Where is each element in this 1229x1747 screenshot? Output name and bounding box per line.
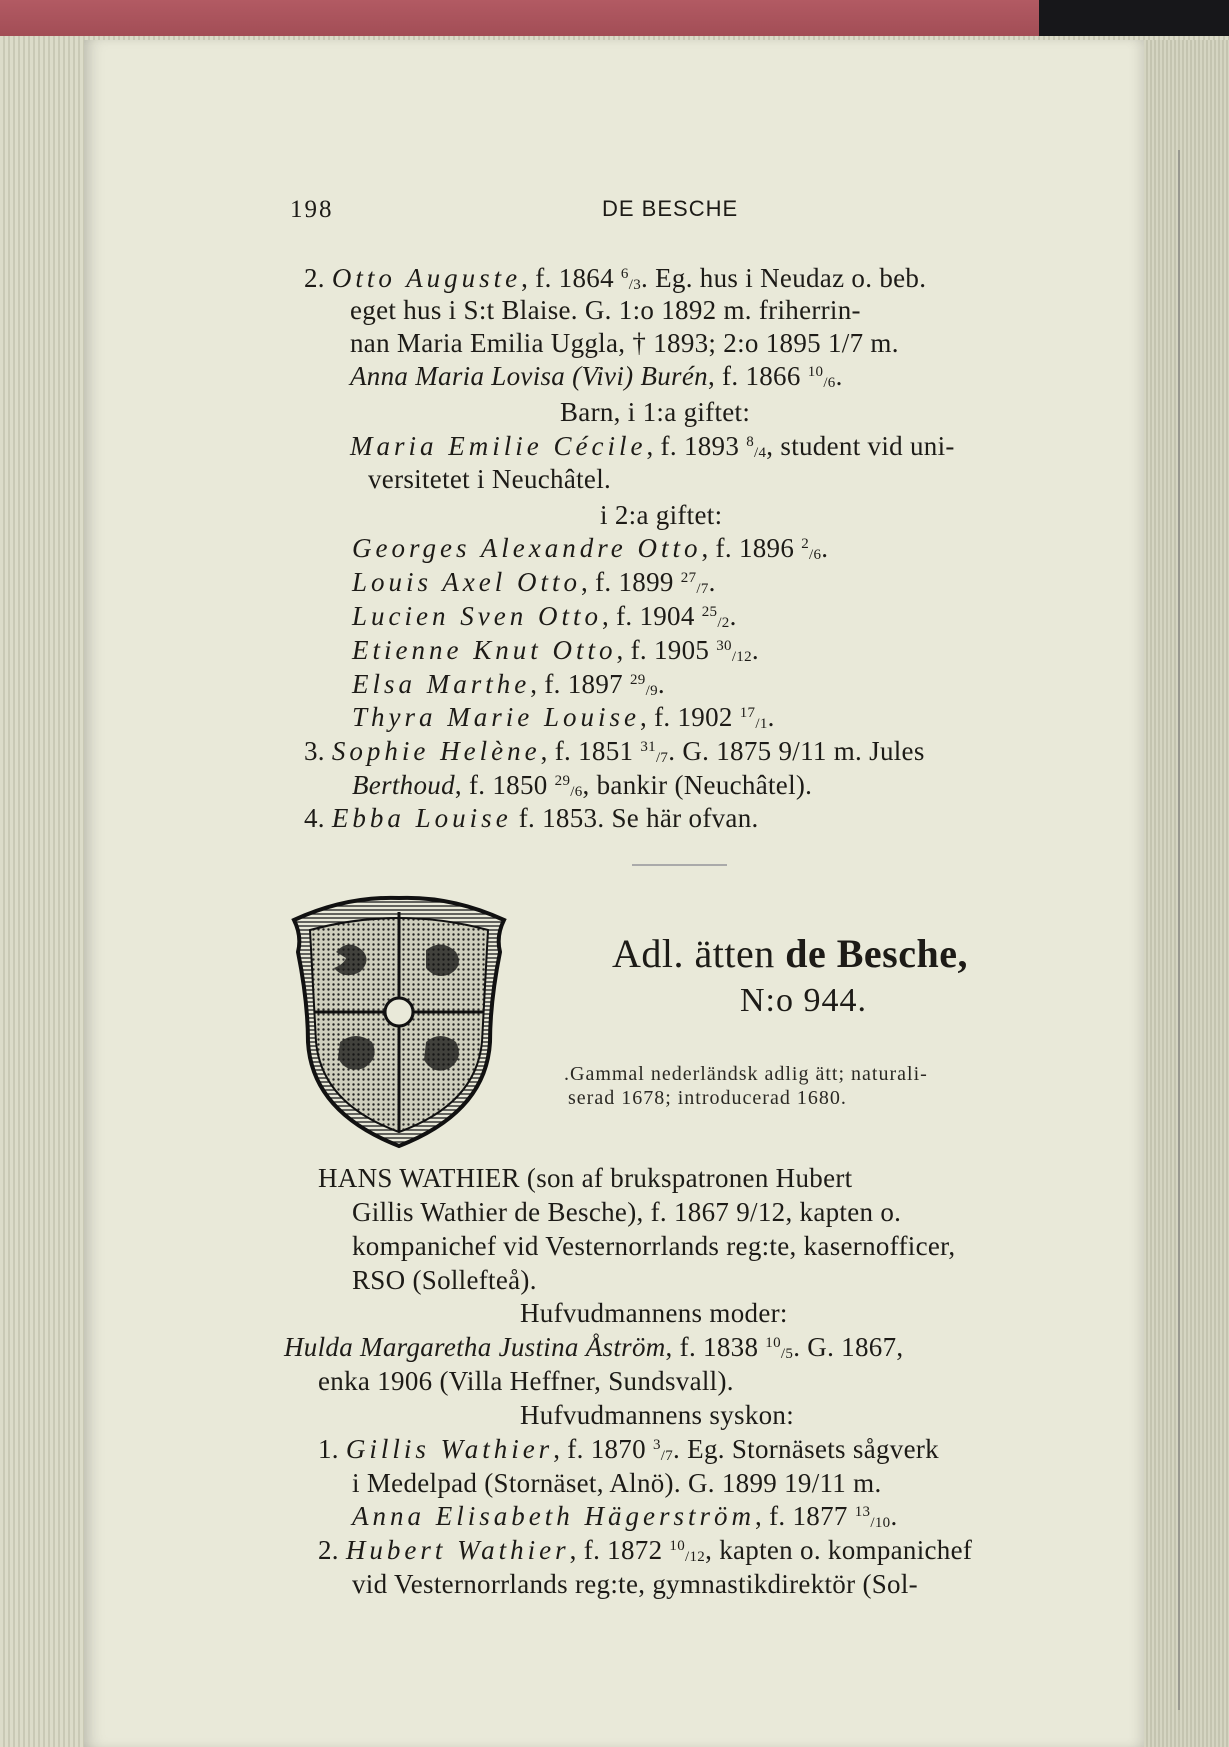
entry-line: Louis Axel Otto, f. 1899 $^{27}_{/7}$. bbox=[352, 567, 716, 597]
entry-line: 4. Ebba Louise f. 1853. Se här ofvan. bbox=[304, 803, 759, 833]
person-name: Anna Elisabeth Hägerström bbox=[352, 1501, 755, 1531]
running-head: DE BESCHE bbox=[602, 196, 739, 221]
entry-line: nan Maria Emilia Uggla, † 1893; 2:o 1895 1/7 m. bbox=[350, 328, 899, 358]
person-name: Maria Emilie Cécile bbox=[350, 431, 647, 461]
person-name: Hubert Wathier bbox=[345, 1535, 570, 1565]
person-name: Elsa Marthe bbox=[352, 669, 531, 699]
page-number: 198 bbox=[290, 196, 334, 223]
person-name: Ebba Louise bbox=[331, 803, 512, 833]
entry-line: versitetet i Neuchâtel. bbox=[368, 464, 612, 494]
person-name: Otto Auguste bbox=[331, 263, 522, 293]
coat-of-arms-image bbox=[286, 892, 512, 1150]
entry-line: Berthoud, f. 1850 $^{29}_{/6}$, bankir (Neuchâtel). bbox=[352, 770, 813, 800]
entry-line: vid Vesternorrlands reg:te, gymnastikdirektör (Sol- bbox=[352, 1569, 918, 1599]
entry-line: 3. Sophie Helène, f. 1851 $^{31}_{/7}$. G. 1875 9/11 m. Jules bbox=[304, 736, 925, 766]
person-name: Anna Maria Lovisa (Vivi) Burén bbox=[350, 361, 708, 391]
person-name: Sophie Helène bbox=[331, 736, 541, 766]
person-name: Berthoud bbox=[352, 770, 455, 800]
entry-line: HANS WATHIER (son af brukspatronen Hubert bbox=[318, 1163, 853, 1193]
person-name: Georges Alexandre Otto bbox=[352, 533, 702, 563]
person-name: Etienne Knut Otto bbox=[352, 635, 617, 665]
entry-line: Gillis Wathier de Besche), f. 1867 9/12, kapten o. bbox=[352, 1197, 902, 1227]
entry-line: Etienne Knut Otto, f. 1905 $^{30}_{/12}$. bbox=[352, 635, 759, 665]
entry-line: kompanichef vid Vesternorrlands reg:te, kasernofficer, bbox=[352, 1231, 956, 1261]
family-note: serad 1678; introducerad 1680. bbox=[568, 1087, 847, 1109]
section-heading: Barn, i 1:a giftet: bbox=[560, 397, 751, 427]
entry-line: i Medelpad (Stornäset, Alnö). G. 1899 19/11 m. bbox=[352, 1468, 882, 1498]
entry-line: Georges Alexandre Otto, f. 1896 $^2_{/6}$. bbox=[352, 533, 829, 563]
person-name: Thyra Marie Louise bbox=[352, 702, 640, 732]
entry-line: Anna Maria Lovisa (Vivi) Burén, f. 1866 $^{10}_{/6}$. bbox=[350, 361, 843, 391]
entry-line: RSO (Sollefteå). bbox=[352, 1265, 537, 1295]
entry-line: 1. Gillis Wathier, f. 1870 $^3_{/7}$. Eg. Stornäsets sågverk bbox=[318, 1434, 939, 1464]
section-heading: Hufvudmannens syskon: bbox=[520, 1400, 795, 1430]
entry-line: 2. Otto Auguste, f. 1864 $^6_{/3}$. Eg. hus i Neudaz o. beb. bbox=[304, 263, 927, 293]
gutter-rule bbox=[1178, 150, 1180, 1710]
section-divider bbox=[632, 864, 727, 866]
entry-line: Maria Emilie Cécile, f. 1893 $^8_{/4}$, student vid uni- bbox=[350, 431, 955, 461]
page-stack-right bbox=[1144, 40, 1229, 1747]
person-name: Louis Axel Otto bbox=[352, 567, 582, 597]
section-heading: Hufvudmannens moder: bbox=[520, 1298, 788, 1328]
person-name: Lucien Sven Otto bbox=[352, 601, 602, 631]
family-note: .Gammal nederländsk adlig ätt; naturali- bbox=[564, 1063, 928, 1085]
entry-line: eget hus i S:t Blaise. G. 1:o 1892 m. friherrin- bbox=[350, 295, 861, 325]
entry-line: enka 1906 (Villa Heffner, Sundsvall). bbox=[318, 1366, 734, 1396]
entry-line: Anna Elisabeth Hägerström, f. 1877 $^{13}_{/10}$. bbox=[352, 1501, 898, 1531]
entry-line: 2. Hubert Wathier, f. 1872 $^{10}_{/12}$, kapten o. kompanichef bbox=[318, 1535, 973, 1565]
entry-line: Thyra Marie Louise, f. 1902 $^{17}_{/1}$. bbox=[352, 702, 775, 732]
family-number: N:o 944. bbox=[740, 982, 867, 1019]
person-name: Hulda Margaretha Justina Åström bbox=[284, 1332, 666, 1362]
entry-line: Hulda Margaretha Justina Åström, f. 1838 $^{10}_{/5}$. G. 1867, bbox=[284, 1332, 904, 1362]
family-title: Adl. ätten de Besche, bbox=[612, 931, 968, 976]
entry-line: Lucien Sven Otto, f. 1904 $^{25}_{/2}$. bbox=[352, 601, 737, 631]
section-heading: i 2:a giftet: bbox=[600, 500, 723, 530]
entry-line: Elsa Marthe, f. 1897 $^{29}_{/9}$. bbox=[352, 669, 665, 699]
person-name: Gillis Wathier bbox=[345, 1434, 554, 1464]
